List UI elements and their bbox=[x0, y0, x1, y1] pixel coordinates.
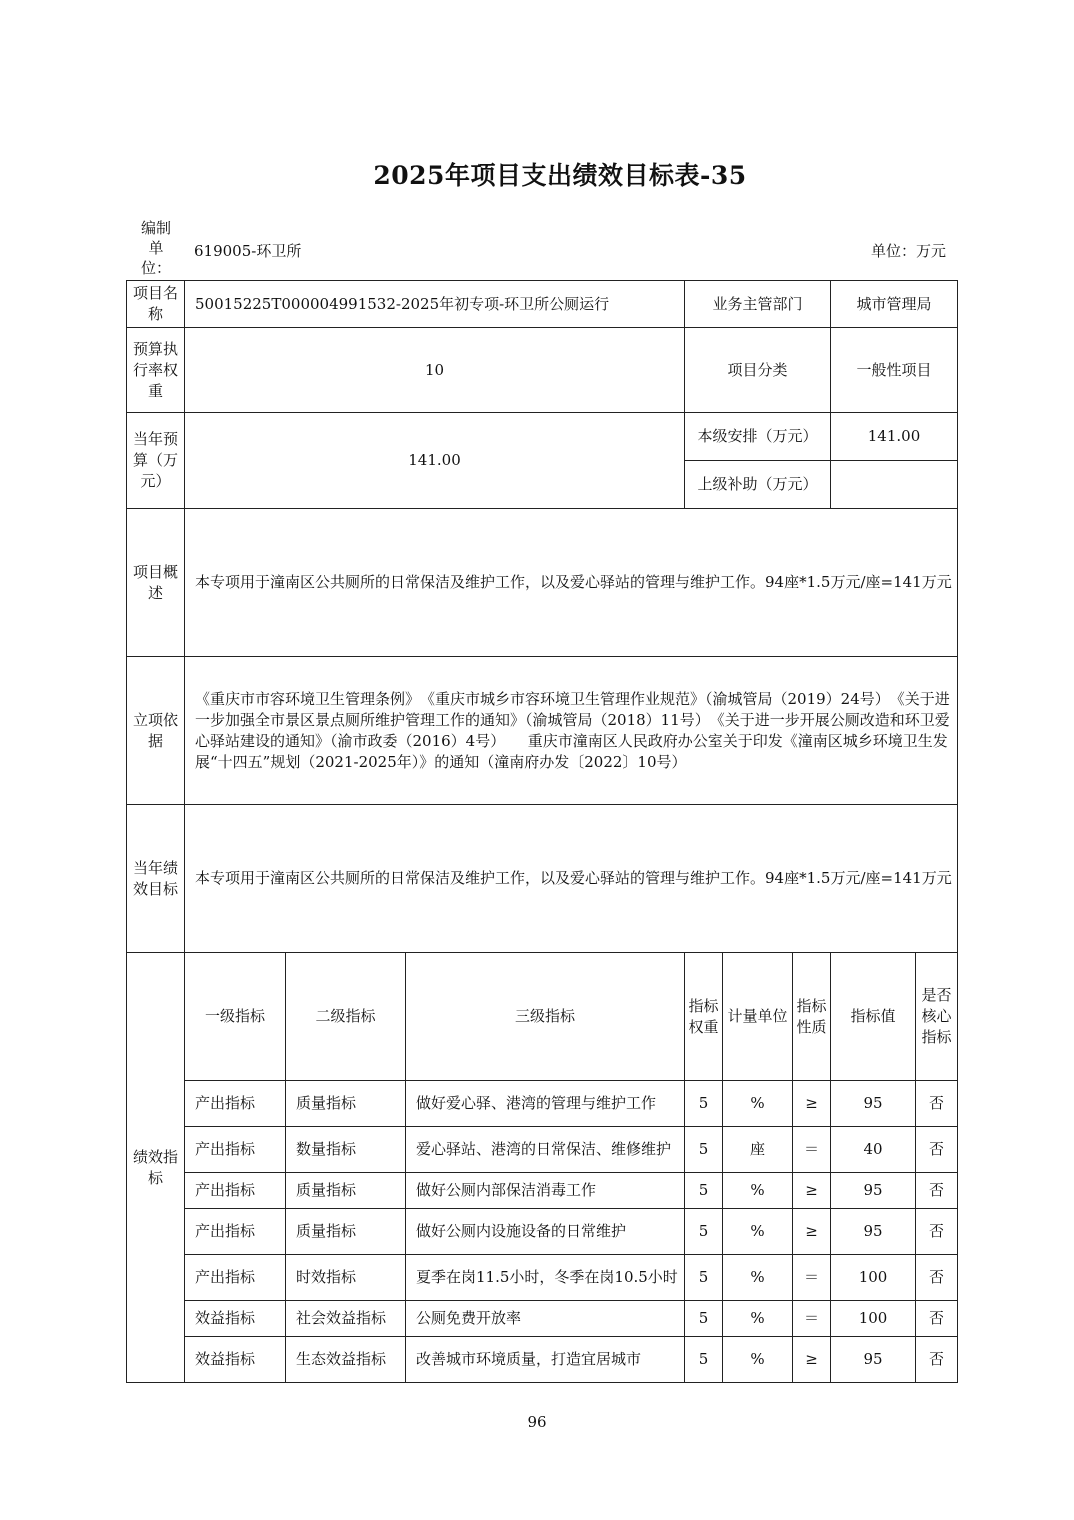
level1-cell: 产出指标 bbox=[185, 1173, 286, 1209]
core-cell: 否 bbox=[916, 1081, 958, 1127]
weight-cell: 5 bbox=[685, 1255, 723, 1301]
performance-table bbox=[126, 280, 958, 1383]
indicators-label: 绩效指标 bbox=[127, 953, 185, 1383]
header-weight: 指标权重 bbox=[685, 953, 723, 1081]
level2-cell: 质量指标 bbox=[286, 1081, 406, 1127]
header-level3: 三级指标 bbox=[406, 953, 685, 1081]
weight-value: 10 bbox=[185, 328, 685, 413]
level-label: 本级安排（万元） bbox=[685, 413, 831, 461]
header-core: 是否核心指标 bbox=[916, 953, 958, 1081]
category-label: 项目分类 bbox=[685, 328, 831, 413]
nature-cell: ＝ bbox=[793, 1127, 831, 1173]
value-cell: 95 bbox=[831, 1209, 916, 1255]
table-row bbox=[127, 1173, 958, 1209]
level2-cell: 生态效益指标 bbox=[286, 1337, 406, 1383]
level1-cell: 效益指标 bbox=[185, 1337, 286, 1383]
weight-cell: 5 bbox=[685, 1081, 723, 1127]
page-number: 96 bbox=[527, 1413, 547, 1431]
core-cell: 否 bbox=[916, 1301, 958, 1337]
unit-value: 619005-环卫所 bbox=[194, 242, 302, 260]
unit-cell: % bbox=[723, 1173, 793, 1209]
basis-label: 立项依据 bbox=[127, 657, 185, 805]
nature-cell: ≥ bbox=[793, 1209, 831, 1255]
level3-cell: 做好公厕内设施设备的日常维护 bbox=[406, 1209, 685, 1255]
subsidy-value bbox=[831, 461, 958, 509]
unit-cell: % bbox=[723, 1209, 793, 1255]
table-row bbox=[127, 1081, 958, 1127]
header-unit: 计量单位 bbox=[723, 953, 793, 1081]
project-name-value: 50015225T000004991532-2025年初专项-环卫所公厕运行 bbox=[185, 281, 685, 328]
header-level1: 一级指标 bbox=[185, 953, 286, 1081]
table-row bbox=[127, 1301, 958, 1337]
level1-cell: 效益指标 bbox=[185, 1301, 286, 1337]
overview-label: 项目概述 bbox=[127, 509, 185, 657]
project-name-label: 项目名称 bbox=[127, 281, 185, 328]
unit-label: 编制单位： bbox=[140, 219, 171, 277]
level2-cell: 时效指标 bbox=[286, 1255, 406, 1301]
level2-cell: 社会效益指标 bbox=[286, 1301, 406, 1337]
value-cell: 95 bbox=[831, 1081, 916, 1127]
level2-cell: 数量指标 bbox=[286, 1127, 406, 1173]
weight-cell: 5 bbox=[685, 1337, 723, 1383]
value-cell: 95 bbox=[831, 1173, 916, 1209]
level1-cell: 产出指标 bbox=[185, 1127, 286, 1173]
level2-cell: 质量指标 bbox=[286, 1173, 406, 1209]
table-row bbox=[127, 1255, 958, 1301]
value-cell: 100 bbox=[831, 1255, 916, 1301]
core-cell: 否 bbox=[916, 1173, 958, 1209]
level1-cell: 产出指标 bbox=[185, 1255, 286, 1301]
core-cell: 否 bbox=[916, 1127, 958, 1173]
level1-cell: 产出指标 bbox=[185, 1081, 286, 1127]
core-cell: 否 bbox=[916, 1209, 958, 1255]
weight-cell: 5 bbox=[685, 1209, 723, 1255]
header-value: 指标值 bbox=[831, 953, 916, 1081]
goal-value: 本专项用于潼南区公共厕所的日常保洁及维护工作，以及爱心驿站的管理与维护工作。94座*1.5万元/座=141万元 bbox=[185, 805, 958, 953]
weight-cell: 5 bbox=[685, 1173, 723, 1209]
dept-label: 业务主管部门 bbox=[685, 281, 831, 328]
goal-label: 当年绩效目标 bbox=[127, 805, 185, 953]
currency-label: 单位：万元 bbox=[870, 242, 946, 260]
nature-cell: ≥ bbox=[793, 1081, 831, 1127]
value-cell: 100 bbox=[831, 1301, 916, 1337]
budget-label: 当年预算（万元） bbox=[127, 413, 185, 509]
budget-value: 141.00 bbox=[185, 413, 685, 509]
unit-cell: % bbox=[723, 1337, 793, 1383]
unit-cell: % bbox=[723, 1081, 793, 1127]
weight-label: 预算执行率权重 bbox=[127, 328, 185, 413]
level-value: 141.00 bbox=[831, 413, 958, 461]
table-row bbox=[127, 1127, 958, 1173]
weight-cell: 5 bbox=[685, 1301, 723, 1337]
level1-cell: 产出指标 bbox=[185, 1209, 286, 1255]
dept-value: 城市管理局 bbox=[831, 281, 958, 328]
table-row bbox=[127, 1209, 958, 1255]
nature-cell: ≥ bbox=[793, 1173, 831, 1209]
level3-cell: 做好爱心驿、港湾的管理与维护工作 bbox=[406, 1081, 685, 1127]
level3-cell: 爱心驿站、港湾的日常保洁、维修维护 bbox=[406, 1127, 685, 1173]
page-title: 2025年项目支出绩效目标表-35 bbox=[373, 161, 747, 190]
table-row bbox=[127, 1337, 958, 1383]
core-cell: 否 bbox=[916, 1255, 958, 1301]
level2-cell: 质量指标 bbox=[286, 1209, 406, 1255]
subsidy-label: 上级补助（万元） bbox=[685, 461, 831, 509]
nature-cell: ≥ bbox=[793, 1337, 831, 1383]
level3-cell: 改善城市环境质量，打造宜居城市 bbox=[406, 1337, 685, 1383]
header-level2: 二级指标 bbox=[286, 953, 406, 1081]
overview-value: 本专项用于潼南区公共厕所的日常保洁及维护工作，以及爱心驿站的管理与维护工作。94座*1.5万元/座=141万元 bbox=[185, 509, 958, 657]
category-value: 一般性项目 bbox=[831, 328, 958, 413]
weight-cell: 5 bbox=[685, 1127, 723, 1173]
level3-cell: 夏季在岗11.5小时，冬季在岗10.5小时 bbox=[406, 1255, 685, 1301]
nature-cell: ＝ bbox=[793, 1301, 831, 1337]
level3-cell: 做好公厕内部保洁消毒工作 bbox=[406, 1173, 685, 1209]
header-nature: 指标性质 bbox=[793, 953, 831, 1081]
nature-cell: ＝ bbox=[793, 1255, 831, 1301]
unit-cell: % bbox=[723, 1255, 793, 1301]
unit-cell: % bbox=[723, 1301, 793, 1337]
value-cell: 40 bbox=[831, 1127, 916, 1173]
value-cell: 95 bbox=[831, 1337, 916, 1383]
unit-cell: 座 bbox=[723, 1127, 793, 1173]
core-cell: 否 bbox=[916, 1337, 958, 1383]
level3-cell: 公厕免费开放率 bbox=[406, 1301, 685, 1337]
basis-value: 《重庆市市容环境卫生管理条例》 《重庆市城乡市容环境卫生管理作业规范》（渝城管局（2019）24号） 《关于进一步加强全市景区景点厕所维护管理工作的通知》（渝城管局（2018）11号） 《关于进一步开展公厕改造和环卫爱心驿站建设的通知》（渝市政委（2016）4号） 重庆市潼南区人民政府办公室关于印发《潼南区城乡环境卫生发展“十四五”规划（2021-2025年）》的通知（潼南府办发〔2022〕10号） bbox=[185, 657, 958, 805]
